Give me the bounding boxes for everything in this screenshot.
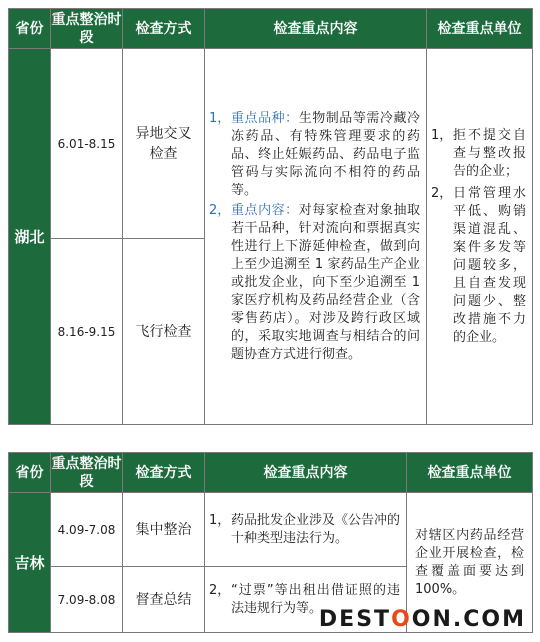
header-method: 检查方式 [123, 453, 205, 493]
header-content: 检查重点内容 [205, 9, 427, 49]
content-cell [205, 493, 407, 567]
period-cell: 7.09-8.08 [51, 567, 123, 633]
unit-list [431, 127, 526, 347]
table-row [9, 493, 533, 567]
header-content: 检查重点内容 [205, 453, 407, 493]
item-text: 对每家检查对象抽取若干品种，针对流向和票据真实性进行上下游延伸检查，做到向上至少追溯至 1 家药品生产企业或批发企业，向下至少追溯至 1 家医疗机构及药品经营企业（含零售药店）。对涉及跨行政区域的，采取实地调查与相结合的问题协查方式进行彻查。 [231, 202, 420, 362]
item-text: 日常管理水平低、购销渠道混乱、案件多发等问题较多，且自查发现问题少、整改措施不力的企业。 [453, 185, 526, 345]
list-item [431, 185, 526, 347]
table-hubei [8, 8, 533, 425]
header-province: 省份 [9, 9, 51, 49]
item-keyword: 重点品种： [231, 110, 299, 126]
item-number: 2， [209, 202, 231, 218]
period-cell: 8.16-9.15 [51, 239, 123, 425]
list-item [431, 127, 526, 181]
item-number: 2， [431, 185, 453, 201]
table-row [9, 49, 533, 239]
method-cell: 飞行检查 [123, 239, 205, 425]
province-cell: 吉林 [9, 493, 51, 633]
header-unit: 检查重点单位 [427, 9, 533, 49]
content-list [209, 110, 420, 364]
province-cell: 湖北 [9, 49, 51, 425]
table-header-row [9, 9, 533, 49]
unit-cell [427, 49, 533, 425]
method-cell: 集中整治 [123, 493, 205, 567]
header-province: 省份 [9, 453, 51, 493]
period-cell: 4.09-7.08 [51, 493, 123, 567]
content-cell [205, 49, 427, 425]
table-jilin [8, 452, 533, 633]
list-item [209, 110, 420, 200]
header-period: 重点整治时段 [51, 9, 123, 49]
watermark-part: O [391, 607, 412, 632]
item-text: 药品批发企业涉及《公告冲的十种类型违法行为。 [231, 512, 401, 546]
header-unit: 检查重点单位 [407, 453, 533, 493]
watermark-logo [319, 607, 526, 632]
list-item [209, 202, 420, 364]
item-number: 1， [431, 127, 453, 143]
item-text: 生物制品等需冷藏冷冻药品、有特殊管理要求的药品、终止妊娠药品、药品电子监管码与实际流向不相符的药品等。 [231, 110, 420, 198]
item-text: 拒不提交自查与整改报告的企业； [453, 127, 526, 179]
item-keyword: 重点内容： [231, 202, 299, 218]
header-period: 重点整治时段 [51, 453, 123, 493]
content-list [209, 512, 400, 548]
header-method: 检查方式 [123, 9, 205, 49]
watermark-part: DEST [318, 607, 392, 632]
list-item [209, 512, 400, 548]
item-text: “过票”等出租出借证照的违法违规行为等。 [231, 582, 400, 616]
method-cell: 督查总结 [123, 567, 205, 633]
watermark-part: ON.COM [411, 607, 526, 632]
item-number: 2， [209, 582, 231, 598]
unit-cell: 对辖区内药品经营企业开展检查，检查覆盖面要达到 100%。 [407, 493, 533, 633]
table-header-row [9, 453, 533, 493]
item-number: 1， [209, 110, 231, 126]
period-cell: 6.01-8.15 [51, 49, 123, 239]
item-number: 1， [209, 512, 231, 528]
method-cell: 异地交叉检查 [123, 49, 205, 239]
